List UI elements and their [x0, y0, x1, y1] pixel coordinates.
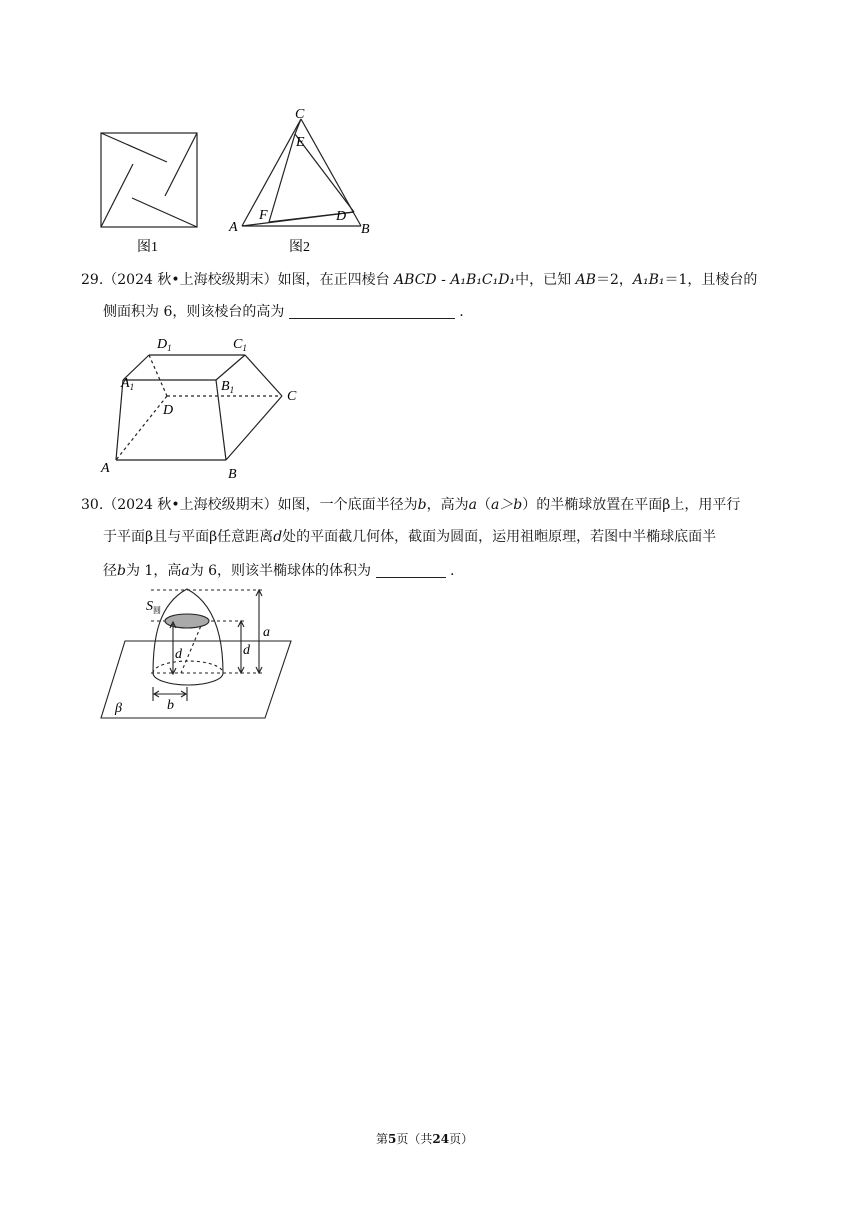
- q29-eq-2: ＝1，且棱台的: [664, 272, 758, 288]
- label-beta: β: [115, 701, 122, 716]
- label-s: $S_圆$: [146, 599, 161, 615]
- q30-text-2b: 处的平面截几何体，截面为圆面，运用祖暅原理，若图中半椭球底面半: [282, 529, 717, 545]
- label-d-inner: d: [175, 647, 182, 662]
- footer-page-number: 5: [388, 1132, 397, 1146]
- label-a: a: [263, 625, 270, 640]
- label-c: C: [287, 389, 297, 404]
- q30-line-3: [103, 561, 454, 581]
- q30-a: a: [468, 497, 477, 513]
- q29-cond-1: AB: [575, 272, 596, 288]
- fig2-label-e: E: [296, 135, 305, 150]
- footer-total-pages: 24: [432, 1132, 450, 1146]
- q30-text-1a: 如图，一个底面半径为: [277, 497, 418, 513]
- label-b1: $B_1$: [221, 379, 235, 395]
- q29-source: （2024 秋•上海校级期末）: [103, 272, 278, 288]
- q30-text-1c: （: [476, 497, 491, 513]
- q29-number: 29.: [81, 272, 104, 288]
- figure-1: [101, 133, 197, 227]
- figure-1-caption: 图1: [137, 240, 158, 255]
- fig2-label-b: B: [361, 222, 370, 237]
- q30-answer-blank[interactable]: [376, 563, 446, 578]
- q30-text-2a: 于平面β且与平面β任意距离: [103, 529, 274, 545]
- q29-name: ABCD: [394, 272, 437, 288]
- q30-text-1d: ）的半椭球放置在平面β上，用平行: [522, 497, 741, 513]
- fig2-label-c: C: [295, 107, 305, 122]
- q30-text-3b: 为 1，高: [125, 563, 182, 579]
- q30-text-3c: 为 6，则该半椭球体的体积为: [189, 563, 372, 579]
- q29-line-2: [103, 302, 464, 322]
- page-footer: [376, 1130, 473, 1147]
- q29-top-name: A₁B₁C₁D₁: [450, 272, 516, 288]
- footer-pre: 第: [376, 1132, 389, 1146]
- q30-source: （2024 秋•上海校级期末）: [103, 497, 278, 513]
- q29-end: .: [459, 304, 464, 320]
- q30-d: d: [273, 529, 283, 545]
- q29-dash: ‑: [436, 272, 451, 288]
- fig2-label-a: A: [229, 220, 238, 235]
- q29-line-1: [81, 270, 757, 290]
- label-d-outer: d: [243, 643, 250, 658]
- q30-line-1: [81, 495, 740, 515]
- q30-text-3a: 径: [103, 563, 117, 579]
- q29-frustum-figure: [95, 330, 310, 485]
- label-b: b: [167, 698, 174, 713]
- label-a: A: [101, 461, 110, 476]
- fig2-label-f: F: [259, 208, 268, 223]
- fig2-label-d: D: [336, 209, 347, 224]
- label-b: B: [228, 467, 237, 482]
- footer-mid: 页（共: [396, 1132, 433, 1146]
- q30-b: b: [417, 497, 427, 513]
- footer-post: 页）: [449, 1132, 474, 1146]
- q30-ellipsoid-figure: [95, 582, 305, 727]
- q30-b-2: b: [117, 563, 126, 579]
- q30-line-2: [103, 527, 716, 547]
- figure-2-caption: 图2: [289, 240, 310, 255]
- label-a1: $A_1$: [121, 376, 135, 392]
- q30-number: 30.: [81, 497, 104, 513]
- label-d1: $D_1$: [157, 337, 172, 353]
- q30-cmp: a＞b: [490, 497, 523, 513]
- q29-text-2: 中，已知: [515, 272, 572, 288]
- q29-eq-1: ＝2，: [595, 272, 633, 288]
- q30-a-2: a: [181, 563, 190, 579]
- q30-end: .: [449, 563, 455, 579]
- q29-answer-blank[interactable]: [289, 304, 455, 319]
- label-d: D: [163, 403, 174, 418]
- label-c1: $C_1$: [233, 337, 247, 353]
- figures-top: [95, 100, 385, 260]
- q29-line-2-text: 侧面积为 6，则该棱台的高为: [103, 304, 285, 320]
- q29-text-1: 如图，在正四棱台: [277, 272, 390, 288]
- q29-cond-2: A₁B₁: [632, 272, 665, 288]
- q30-text-1b: ，高为: [426, 497, 469, 513]
